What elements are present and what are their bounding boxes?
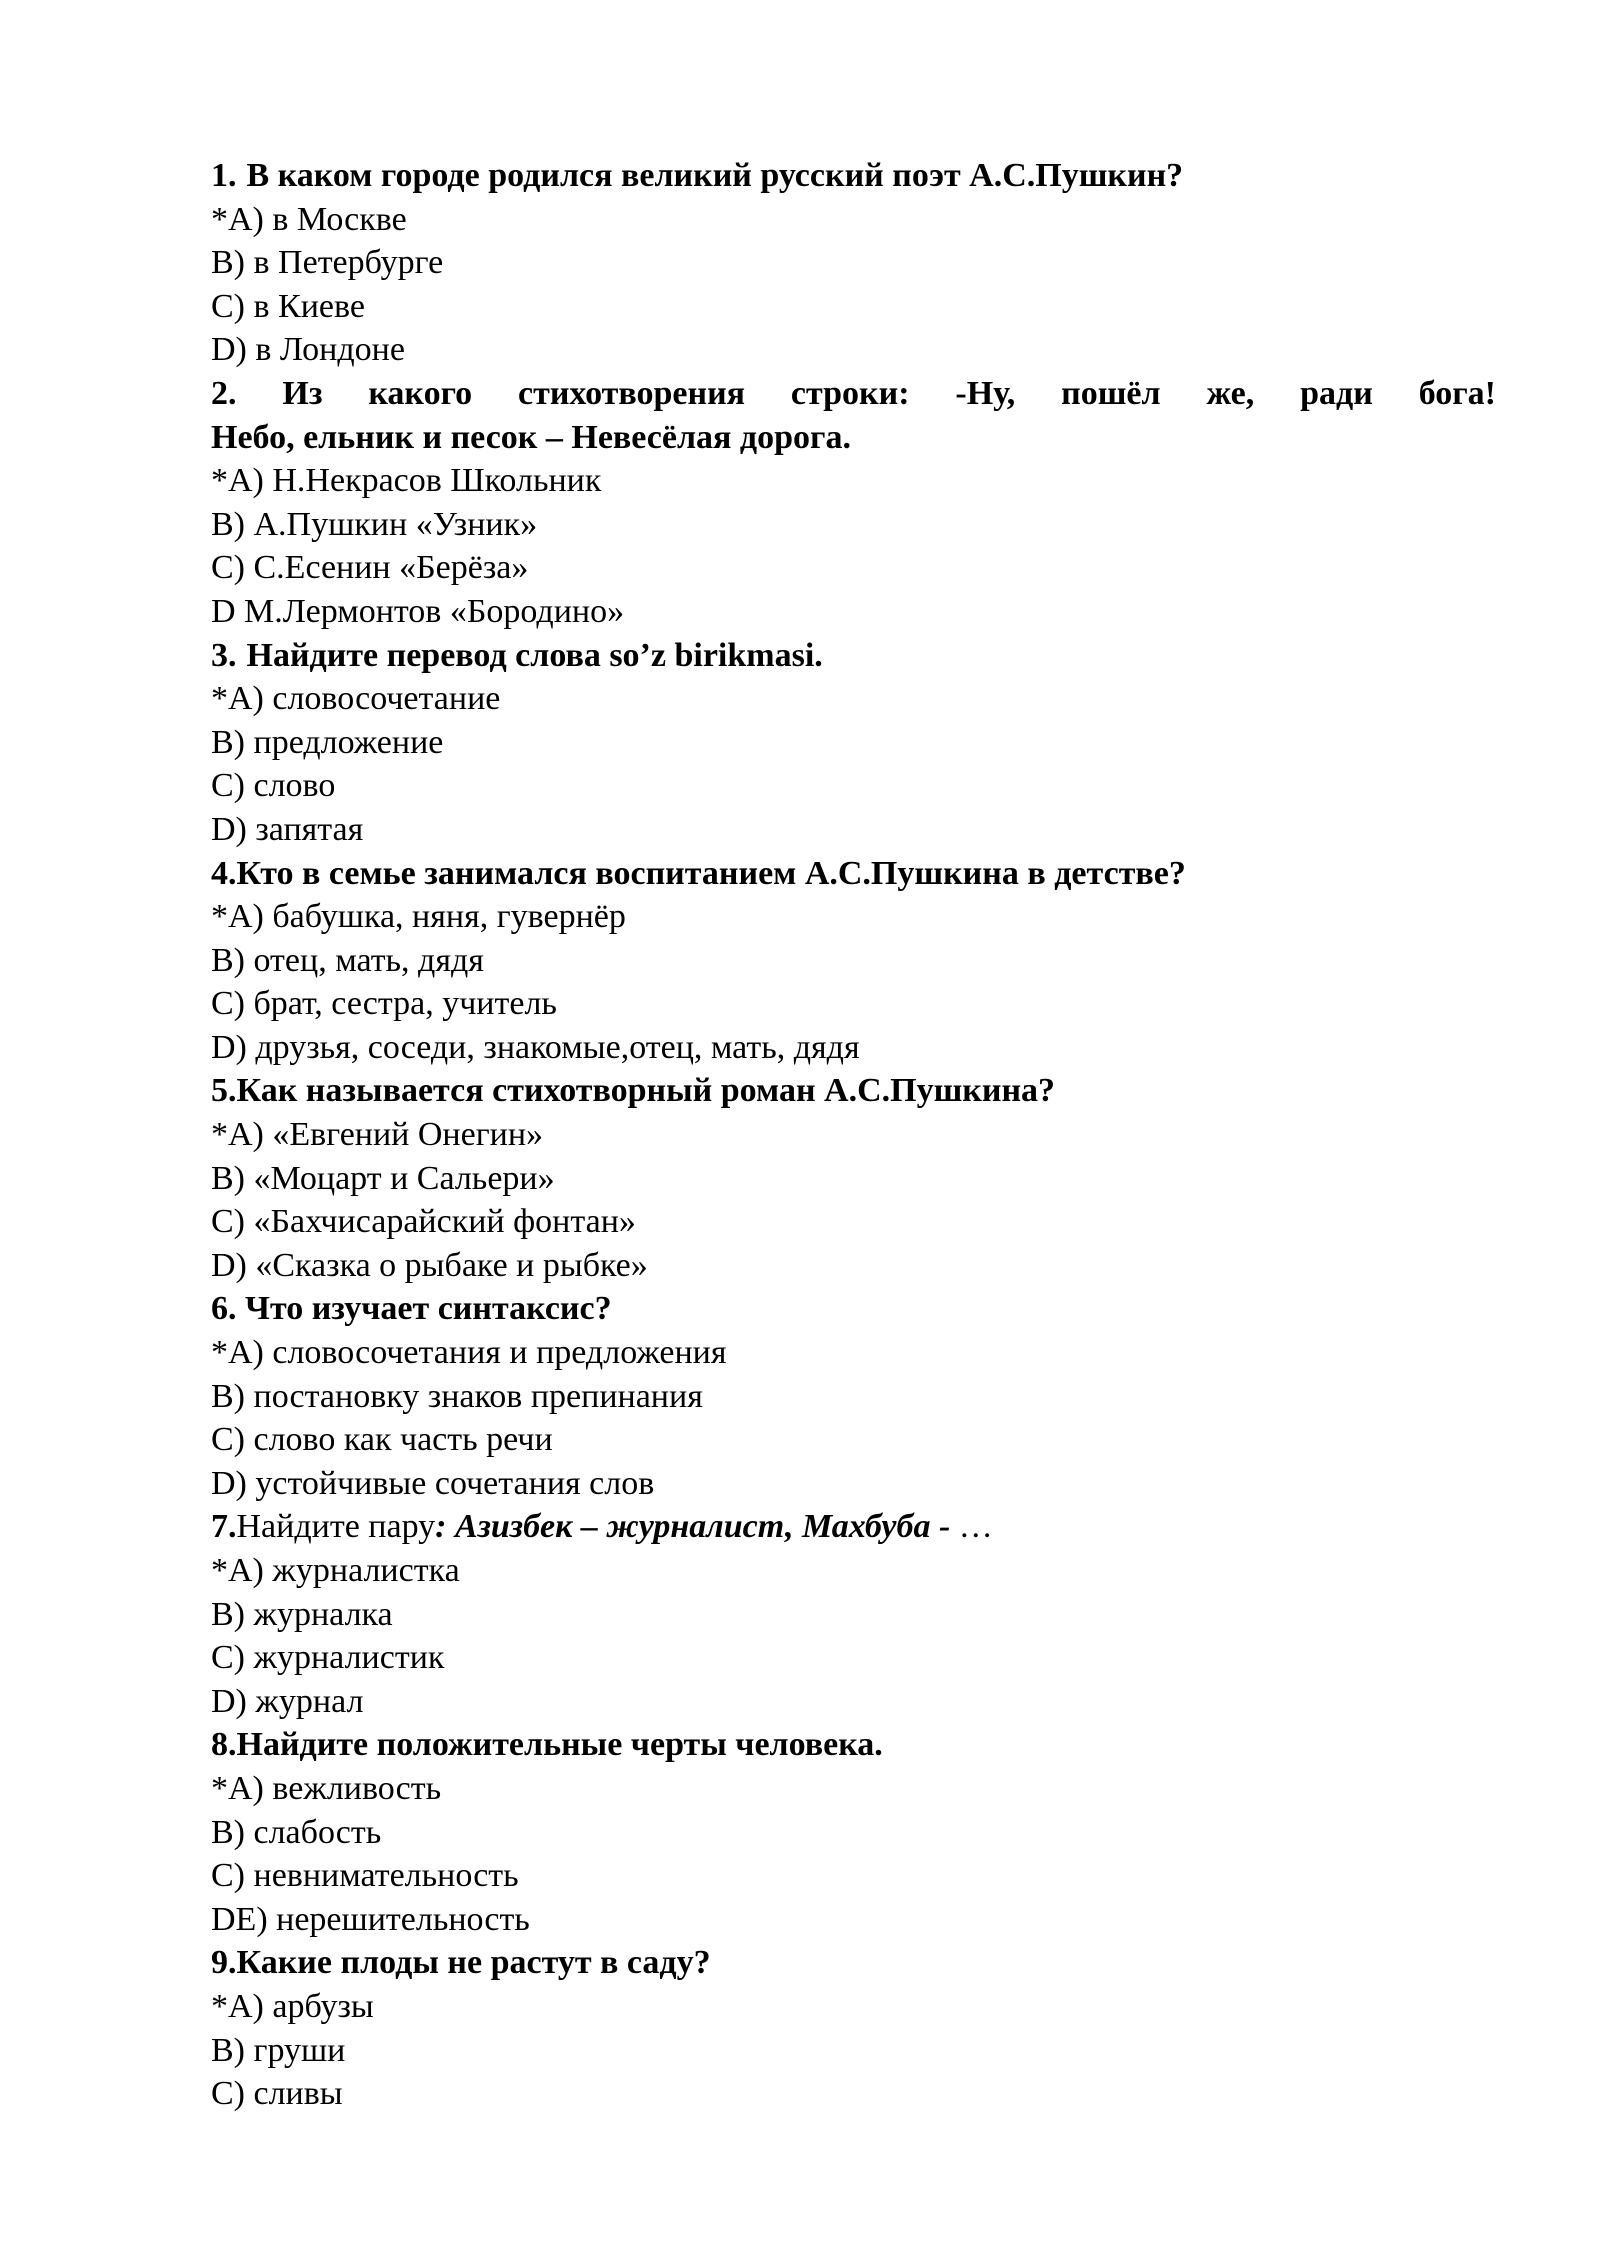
- question-2-line-1: [211, 372, 1496, 416]
- question-example: : Азизбек – журналист, Махбуба -: [435, 1508, 951, 1546]
- question-2-option-a: *A) Н.Некрасов Школьник: [211, 462, 602, 500]
- question-9: [211, 1941, 1496, 1985]
- question-number: 8.: [211, 1726, 237, 1764]
- question-4: [211, 852, 1496, 896]
- question-number: 6.: [211, 1290, 237, 1328]
- question-text: Какие плоды не растут в саду?: [236, 1944, 711, 1982]
- question-text: Найдите положительные черты человека.: [236, 1726, 883, 1764]
- question-ellipsis: …: [950, 1508, 993, 1546]
- question-text: Что изучает синтаксис?: [245, 1290, 612, 1328]
- question-7-option-c: C) журналистик: [211, 1639, 445, 1677]
- question-3-option-b: B) предложение: [211, 723, 444, 761]
- question-8: [211, 1723, 1496, 1767]
- question-5-option-b: B) «Моцарт и Сальери»: [211, 1159, 555, 1197]
- question-text: Как называется стихотворный роман А.С.Пушкина?: [236, 1072, 1056, 1110]
- question-4-option-c: C) брат, сестра, учитель: [211, 985, 557, 1023]
- question-number: 7.: [211, 1508, 237, 1546]
- test-questions: [211, 154, 1496, 2116]
- question-2-line-2: Небо, ельник и песок – Невесёлая дорога.: [211, 418, 851, 456]
- question-4-option-a: *A) бабушка, няня, гувернёр: [211, 898, 626, 936]
- question-8-option-b: B) слабость: [211, 1813, 382, 1851]
- question-text: Из какого стихотворения строки: -Ну, пошёл же, ради бога!: [282, 374, 1497, 412]
- question-number: 3.: [211, 636, 237, 674]
- question-9-option-a: *A) арбузы: [211, 1987, 374, 2025]
- question-8-option-d: DE) нерешительность: [211, 1900, 530, 1938]
- question-number: 5.: [211, 1072, 237, 1110]
- question-5-option-a: *A) «Евгений Онегин»: [211, 1116, 544, 1154]
- question-4-option-b: B) отец, мать, дядя: [211, 941, 484, 979]
- question-number: 2.: [211, 374, 237, 412]
- question-7-option-d: D) журнал: [211, 1682, 364, 1720]
- question-text: Найдите перевод слова so’z birikmasi.: [246, 636, 823, 674]
- question-9-option-c: C) сливы: [211, 2075, 343, 2113]
- question-text: Найдите пару: [236, 1508, 436, 1546]
- question-2-option-d: D М.Лермонтов «Бородино»: [211, 592, 625, 630]
- question-6-option-c: C) слово как часть речи: [211, 1421, 553, 1459]
- question-1-option-b: B) в Петербурге: [211, 244, 444, 282]
- question-7: [211, 1505, 1496, 1549]
- question-2-option-c: C) С.Есенин «Берёза»: [211, 549, 529, 587]
- question-1-option-c: C) в Киеве: [211, 287, 365, 325]
- question-3-option-c: C) слово: [211, 767, 336, 805]
- question-6-option-a: *A) словосочетания и предложения: [211, 1334, 727, 1372]
- question-text: Кто в семье занимался воспитанием А.С.Пушкина в детстве?: [236, 854, 1186, 892]
- question-number: 4.: [211, 854, 237, 892]
- question-5: [211, 1069, 1496, 1113]
- question-6-option-d: D) устойчивые сочетания слов: [211, 1464, 655, 1502]
- question-2-option-b: B) А.Пушкин «Узник»: [211, 505, 538, 543]
- question-3-option-d: D) запятая: [211, 810, 364, 848]
- question-8-option-c: C) невнимательность: [211, 1857, 519, 1895]
- question-4-option-d: D) друзья, соседи, знакомые,отец, мать, дядя: [211, 1028, 860, 1066]
- question-6-option-b: B) постановку знаков препинания: [211, 1377, 703, 1415]
- question-text: В каком городе родился великий русский поэт А.С.Пушкин?: [246, 157, 1184, 194]
- question-3: [211, 634, 1496, 678]
- question-8-option-a: *A) вежливость: [211, 1769, 442, 1807]
- question-7-option-a: *A) журналистка: [211, 1552, 460, 1589]
- question-1-option-d: D) в Лондоне: [211, 331, 405, 369]
- question-6: [211, 1287, 1496, 1331]
- question-5-option-c: C) «Бахчисарайский фонтан»: [211, 1203, 636, 1241]
- question-number: 9.: [211, 1944, 237, 1982]
- question-number: 1.: [211, 157, 237, 194]
- question-1-option-a: *A) в Москве: [211, 200, 407, 238]
- question-5-option-d: D) «Сказка о рыбаке и рыбке»: [211, 1246, 648, 1284]
- question-1: [211, 154, 1496, 198]
- question-7-option-b: B) журналка: [211, 1595, 393, 1633]
- question-9-option-b: B) груши: [211, 2031, 346, 2069]
- question-3-option-a: *A) словосочетание: [211, 680, 501, 718]
